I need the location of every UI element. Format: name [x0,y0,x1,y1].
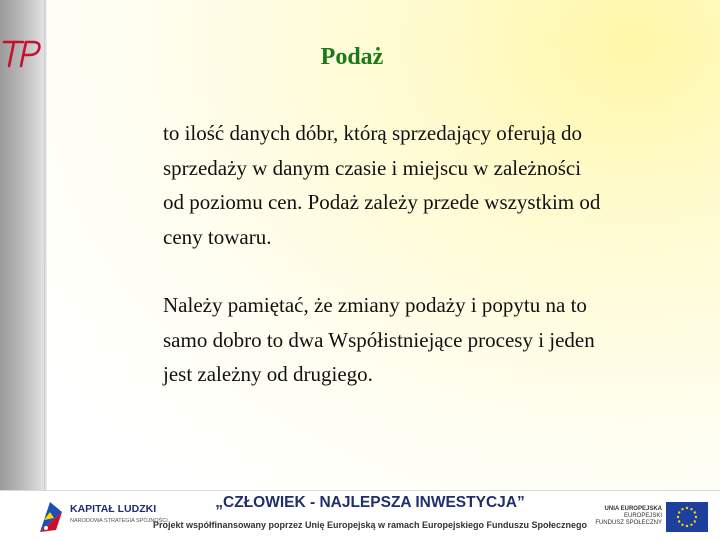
eu-flag-icon [666,502,708,532]
slide-body [163,116,603,392]
kapital-ludzki-title: KAPITAŁ LUDZKI [70,503,157,515]
kapital-ludzki-subtitle: NARODOWA STRATEGIA SPÓJNOŚCI [70,518,168,524]
left-sidebar-band [0,0,44,490]
eu-label-line-3: FUNDUSZ SPOŁECZNY [595,520,662,526]
eu-fund-label [592,506,662,527]
footer-project-note: Projekt współfinansowany poprzez Unię Europejską w ramach Europejskiego Funduszu Społecznego [152,520,588,530]
note-paragraph: Należy pamiętać, że zmiany podaży i popytu na to samo dobro to dwa Współistniejące procesy i jeden jest zależny od drugiego. [163,293,595,386]
left-sidebar-edge [44,0,47,490]
eu-label-line-1: UNIA EUROPEJSKA [604,506,662,512]
slide-title [0,44,704,71]
definition-paragraph: to ilość danych dóbr, którą sprzedający oferują do sprzedaży w danym czasie i miejscu w zależności od poziomu cen. Podaż zależy przede wszystkim od ceny towaru. [163,121,601,249]
slide-title-text: Podaż [320,44,384,70]
kapital-ludzki-flag-icon [38,500,64,534]
footer-slogan: „CZŁOWIEK - NAJLEPSZA INWESTYCJA” [215,494,525,511]
eu-label-line-2: EUROPEJSKI [623,513,662,519]
